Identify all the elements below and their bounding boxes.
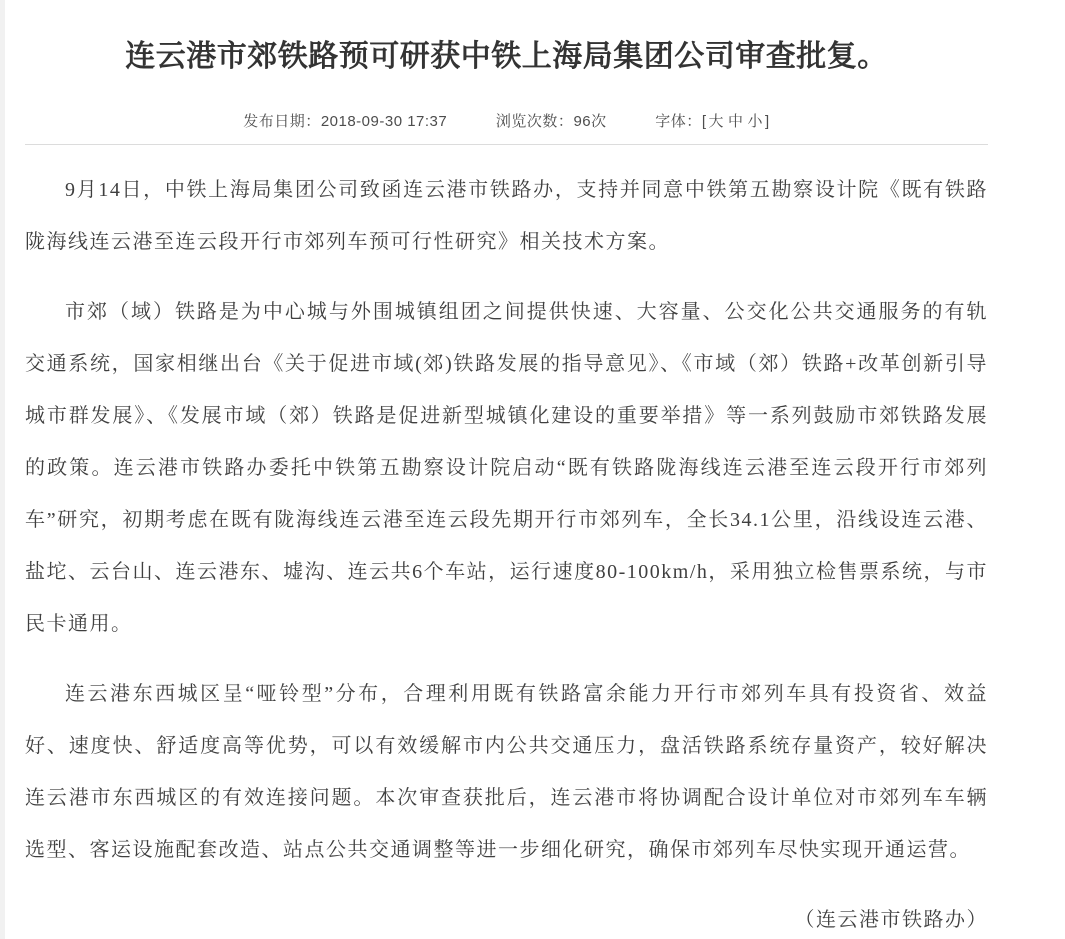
view-count — [496, 110, 607, 131]
font-size-small-link[interactable]: 小 — [747, 113, 764, 130]
publish-date-label: 发布日期： — [243, 113, 321, 130]
publish-date — [243, 110, 447, 131]
font-size-bracket-open: [ — [701, 113, 707, 130]
page-left-edge-strip — [0, 0, 5, 939]
signature: （连云港市铁路办） — [794, 909, 988, 931]
view-count-value: 96次 — [573, 113, 607, 130]
view-count-label: 浏览次数： — [495, 113, 574, 130]
article-title: 连云港市郊铁路预可研获中铁上海局集团公司审查批复。 — [125, 40, 888, 73]
font-size-large-link[interactable]: 大 — [708, 113, 724, 130]
publish-date-value: 2018-09-30 17:37 — [320, 113, 448, 130]
font-size-medium-link[interactable]: 中 — [728, 113, 744, 130]
paragraph-1: 9月14日，中铁上海局集团公司致函连云港市铁路办，支持并同意中铁第五勘察设计院《既有铁路陇海线连云港至连云段开行市郊列车预可行性研究》相关技术方案。 — [25, 179, 988, 253]
font-size-control — [655, 110, 769, 131]
paragraph-3: 连云港东西城区呈“哑铃型”分布，合理利用既有铁路富余能力开行市郊列车具有投资省、效益好、速度快、舒适度高等优势，可以有效缓解市内公共交通压力，盘活铁路系统存量资产，较好解决连云港市东西城区的有效连接问题。本次审查获批后，连云港市将协调配合设计单位对市郊列车车辆选型、客运设施配套改造、站点公共交通调整等进一步细化研究，确保市郊列车尽快实现开通运营。 — [25, 683, 988, 861]
font-size-label: 字体： — [655, 113, 702, 130]
article-meta-row — [25, 110, 988, 131]
paragraph-2: 市郊（域）铁路是为中心城与外围城镇组团之间提供快速、大容量、公交化公共交通服务的有轨交通系统，国家相继出台《关于促进市域(郊)铁路发展的指导意见》、《市域（郊）铁路+改革创新引导城市群发展》、《发展市域（郊）铁路是促进新型城镇化建设的重要举措》等一系列鼓励市郊铁路发展的政策。连云港市铁路办委托中铁第五勘察设计院启动“既有铁路陇海线连云港至连云段开行市郊列车”研究，初期考虑在既有陇海线连云港至连云段先期开行市郊列车，全长34.1公里，沿线设连云港、盐坨、云台山、连云港东、墟沟、连云共6个车站，运行速度80-100km/h，采用独立检售票系统，与市民卡通用。 — [25, 301, 988, 635]
font-size-bracket-close: ] — [765, 113, 770, 130]
article-container — [25, 0, 988, 939]
article-body — [25, 145, 988, 939]
